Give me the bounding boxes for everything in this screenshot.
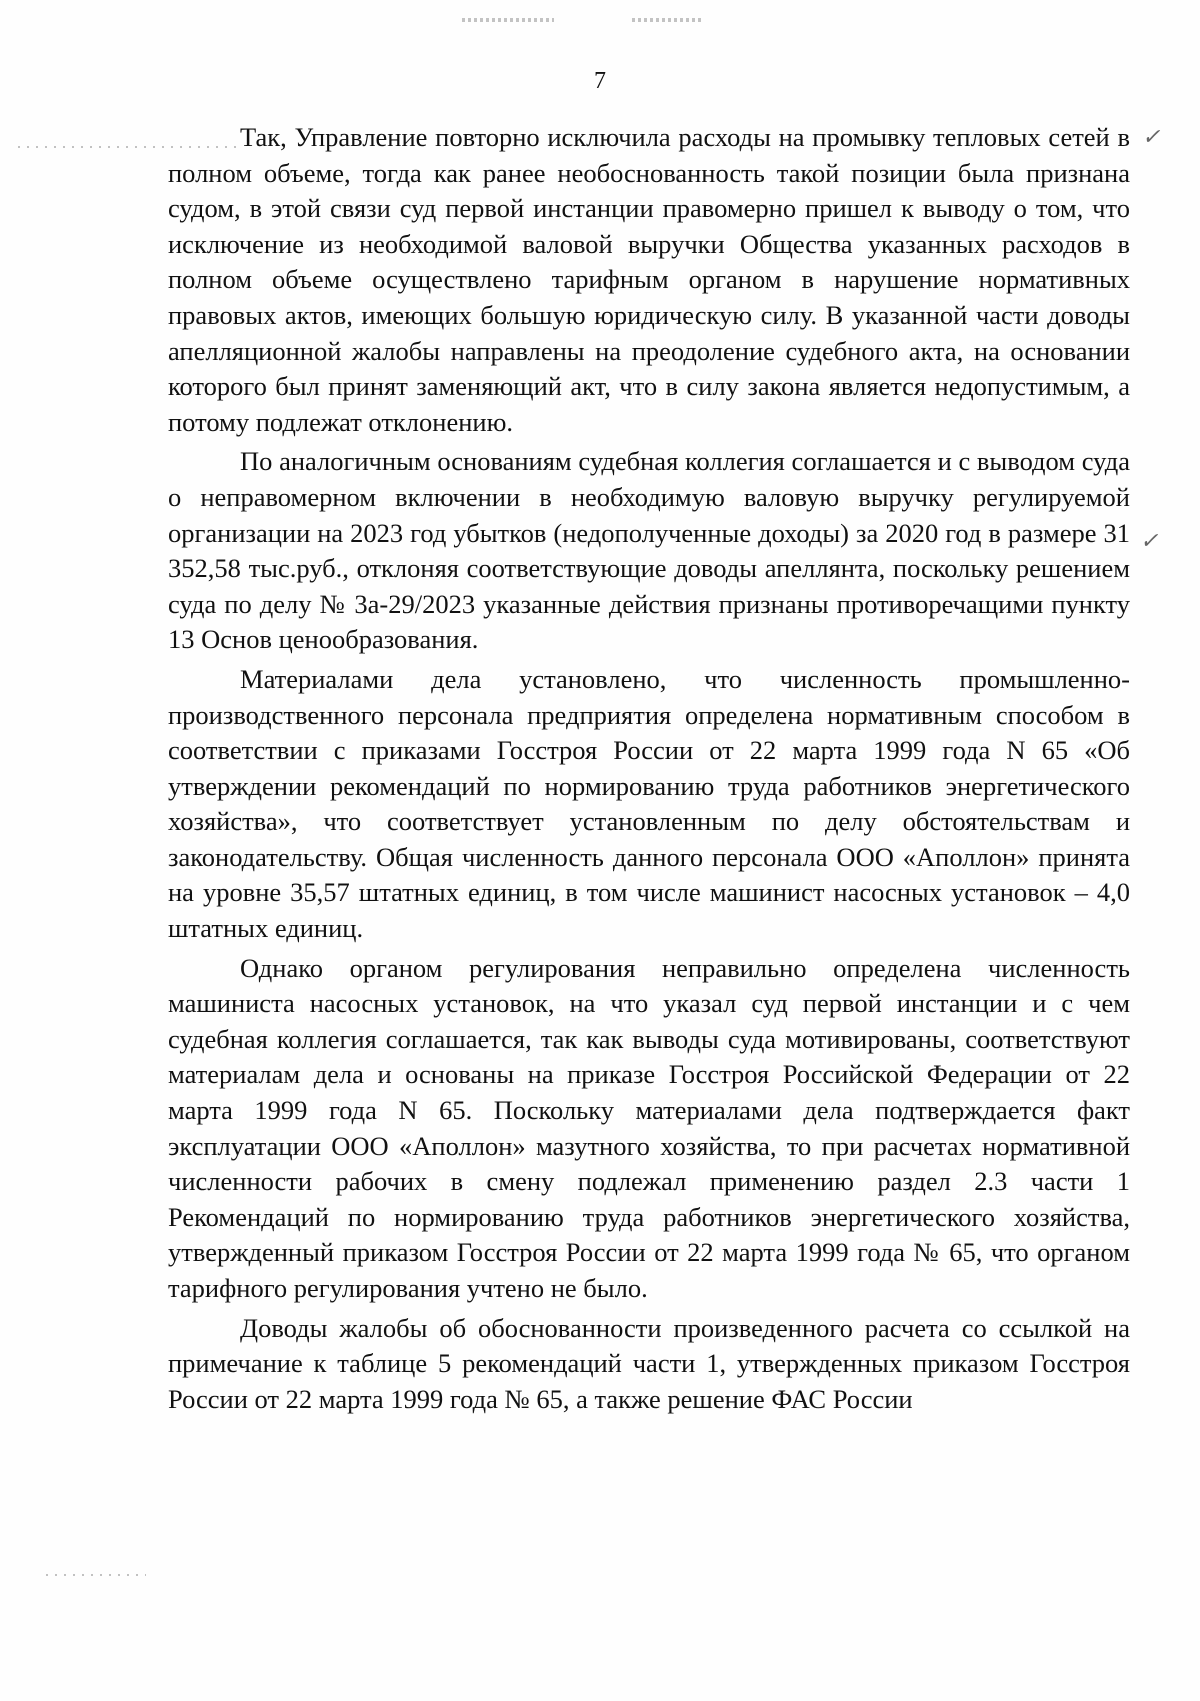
- margin-check-mark-2: ✓: [1140, 528, 1159, 553]
- paragraph-5: Доводы жалобы об обоснованности произведенного расчета со ссылкой на примечание к таблице 5 рекомендаций части 1, утвержденных приказом Госстроя России от 22 марта 1999 года № 65, а также решение ФАС России: [168, 1312, 1130, 1414]
- page-number: 7: [594, 68, 606, 94]
- paragraph-2: По аналогичным основаниям судебная коллегия соглашается и с выводом суда о неправомерном включении в необходимую валовую выручку регулируемой организации на 2023 год убытков (недополученные доходы) за 2020 год в размере 31 352,58 тыс.руб., отклоняя соответствующие доводы апеллянта, поскольку решением суда по делу № 3а-29/2023 указанные действия признаны противоречащими пункту 13 Основ ценообразования.: [168, 446, 1130, 655]
- paragraph-3: Материалами дела установлено, что численность промышленно-производственного персонала предприятия определена нормативным способом в соответствии с приказами Госстроя России от 22 марта 1999 года N 65 «Об утверждении рекомендаций по нормированию труда работников энергетического хозяйства», что соответствует установленным по делу обстоятельствам и законодательству. Общая численность данного персонала ООО «Аполлон» принята на уровне 35,57 штатных единиц, в том числе машинист насосных установок – 4,0 штатных единиц.: [168, 663, 1130, 944]
- scan-artifact-top-left: [462, 18, 554, 22]
- margin-dots-bottom: [46, 1574, 146, 1576]
- paragraph-1: Так, Управление повторно исключила расходы на промывку тепловых сетей в полном объеме, тогда как ранее необоснованность такой позиции была признана судом, в этой связи суд первой инстанции правомерно пришел к выводу о том, что исключение из необходимой валовой выручки Общества указанных расходов в полном объеме осуществлено тарифным органом в нарушение нормативных правовых актов, имеющих большую юридическую силу. В указанной части доводы апелляционной жалобы направлены на преодоление судебного акта, на основании которого был принят заменяющий акт, что в силу закона является недопустимым, а потому подлежат отклонению.: [168, 122, 1130, 437]
- margin-check-mark-1: ✓: [1142, 124, 1161, 149]
- scan-artifact-top-right: [632, 18, 702, 22]
- body-text: [168, 120, 1130, 1417]
- paragraph-4: Однако органом регулирования неправильно определена численность машиниста насосных установок, на что указал суд первой инстанции и с чем судебная коллегия соглашается, так как выводы суда мотивированы, соответствуют материалам дела и основаны на приказе Госстроя Российской Федерации от 22 марта 1999 года N 65. Поскольку материалами дела подтверждается факт эксплуатации ООО «Аполлон» мазутного хозяйства, то при расчетах нормативной численности рабочих в смену подлежал применению раздел 2.3 части 1 Рекомендаций по нормированию труда работников энергетического хозяйства, утвержденный приказом Госстроя России от 22 марта 1999 года № 65, что органом тарифного регулирования учтено не было.: [168, 952, 1130, 1303]
